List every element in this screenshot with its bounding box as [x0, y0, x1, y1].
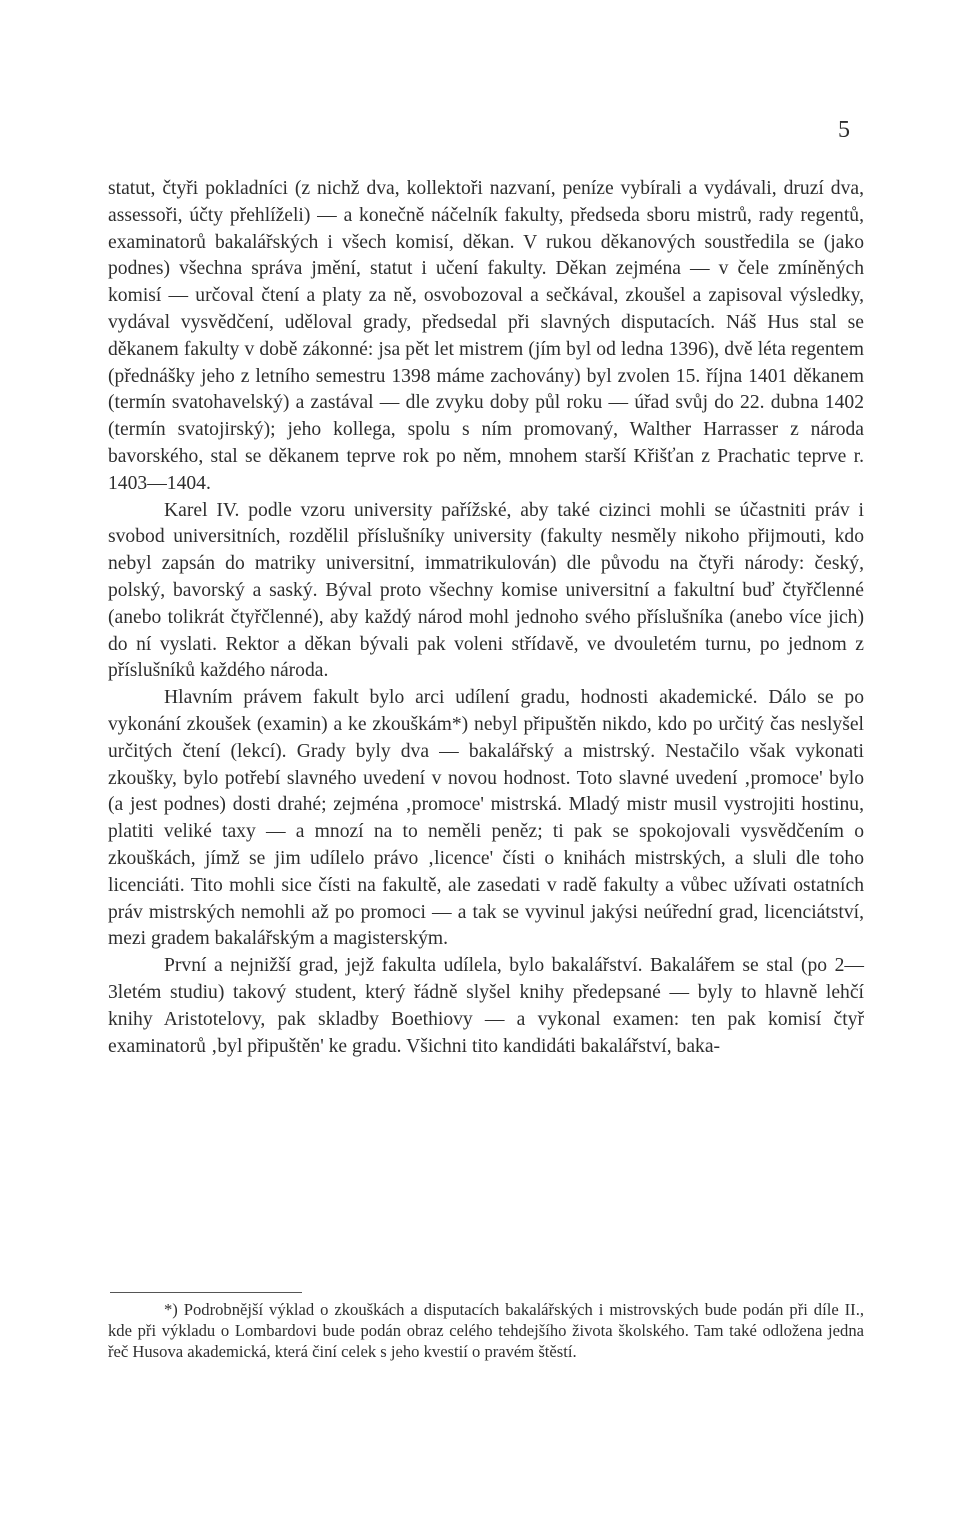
paragraph: Karel IV. podle vzoru university pařížské, aby také cizinci mohli se účastniti práv i svobod universitních, rozdělil příslušníky university (fakulty nesměly nikoho přijmouti, kdo nebyl zapsán do matriky universitní, immatrikulován) dle původu na čtyři národy: český, polský, bavorský a saský. Býval proto všechny komise universitní a fakultní buď čtyřčlenné (anebo tolikrát čtyřčlenné), aby každý národ mohl jednoho svého příslušníka (anebo více jich) do ní vyslati. Rektor a děkan bývali pak voleni střídavě, ve dvouletém turnu, po jednom z příslušníků každého národa.	[108, 499, 864, 682]
paragraph: statut, čtyři pokladníci (z nichž dva, kollektoři nazvaní, peníze vybírali a vydávali, druzí dva, assessoři, účty přehlíželi) — a konečně náčelník fakulty, předseda sboru mistrů, rady regentů, examinatorů bakalářských i všech komisí, děkan. V rukou děkanových soustředila se (jako podnes) všechna správa jmění, statut i učení fakulty. Děkan zejména — v čele zmíněných komisí — určoval čtení a platy za ně, osvobozoval a sečkával, zkoušel a zapisoval výsledky, vydával vysvědčení, uděloval grady, předsedal při slavných disputacích. Náš Hus stal se děkanem fakulty v době zákonné: jsa pět let mistrem (jím byl od ledna 1396), dvě léta regentem (přednášky jeho z letního semestru 1398 máme zachovány) byl zvolen 15. října 1401 děkanem (termín svatohavelský) a zastával — dle zvyku doby půl roku — úřad svůj do 22. dubna 1402 (termín svatojirský); jeho kollega, spolu s ním promovaný, Walther Harrasser z národa bavorského, stal se děkanem teprve rok po něm, mnohem starší Křišťan z Prachatic teprve r. 1403—1404.	[108, 178, 864, 494]
footnote: *) Podrobnější výklad o zkouškách a disputacích bakalářských i mistrovských bude podán při díle II., kde při výkladu o Lombardovi bude podán obraz celého tehdejšího života školského. Tam také odložena jedna řeč Husova akademická, která činí celek s jeho kvestií o pravém štěstí.	[108, 1300, 864, 1361]
paragraph: První a nejnižší grad, jejž fakulta udílela, bylo bakalářství. Bakalářem se stal (po 2—3letém studiu) takový student, který řádně slyšel knihy předepsané — byly to hlavně lehčí knihy Aristotelovy, pak skladby Boethiovy — a vykonal examen: ten pak komisí čtyř examinatorů ‚byl připuštěn' ke gradu. Všichni tito kandidáti bakalářství, baka-	[108, 955, 864, 1057]
footnote-divider	[110, 1292, 302, 1293]
body-text	[108, 176, 864, 1060]
page-number: 5	[838, 117, 850, 143]
paragraph: Hlavním právem fakult bylo arci udílení gradu, hodnosti akademické. Dálo se po vykonání zkoušek (examin) a ke zkouškám*) nebyl připuštěn nikdo, kdo po určitý čas neslyšel určitých čtení (lekcí). Grady byly dva — bakalářský a mistrský. Nestačilo však vykonati zkoušky, bylo potřebí slavného uvedení v novou hodnost. Toto slavné uvedení ‚promoce' bylo (a jest podnes) dosti drahé; zejména ‚promoce' mistrská. Mladý mistr musil vystrojiti hostinu, platiti veliké taxy — a mnozí na to neměli peněz; ti pak se spokojovali vysvědčením o zkouškách, jímž se jim udílelo právo ‚licence' čísti o knihách mistrských, a sluli dle toho licenciáti. Tito mohli sice čísti na fakultě, ale zasedati v radě fakulty a vůbec užívati ostatních práv mistrských nemohli až po promoci — a tak se vyvinul jakýsi neúřední grad, licenciátství, mezi gradem bakalářským a magisterským.	[108, 687, 864, 950]
